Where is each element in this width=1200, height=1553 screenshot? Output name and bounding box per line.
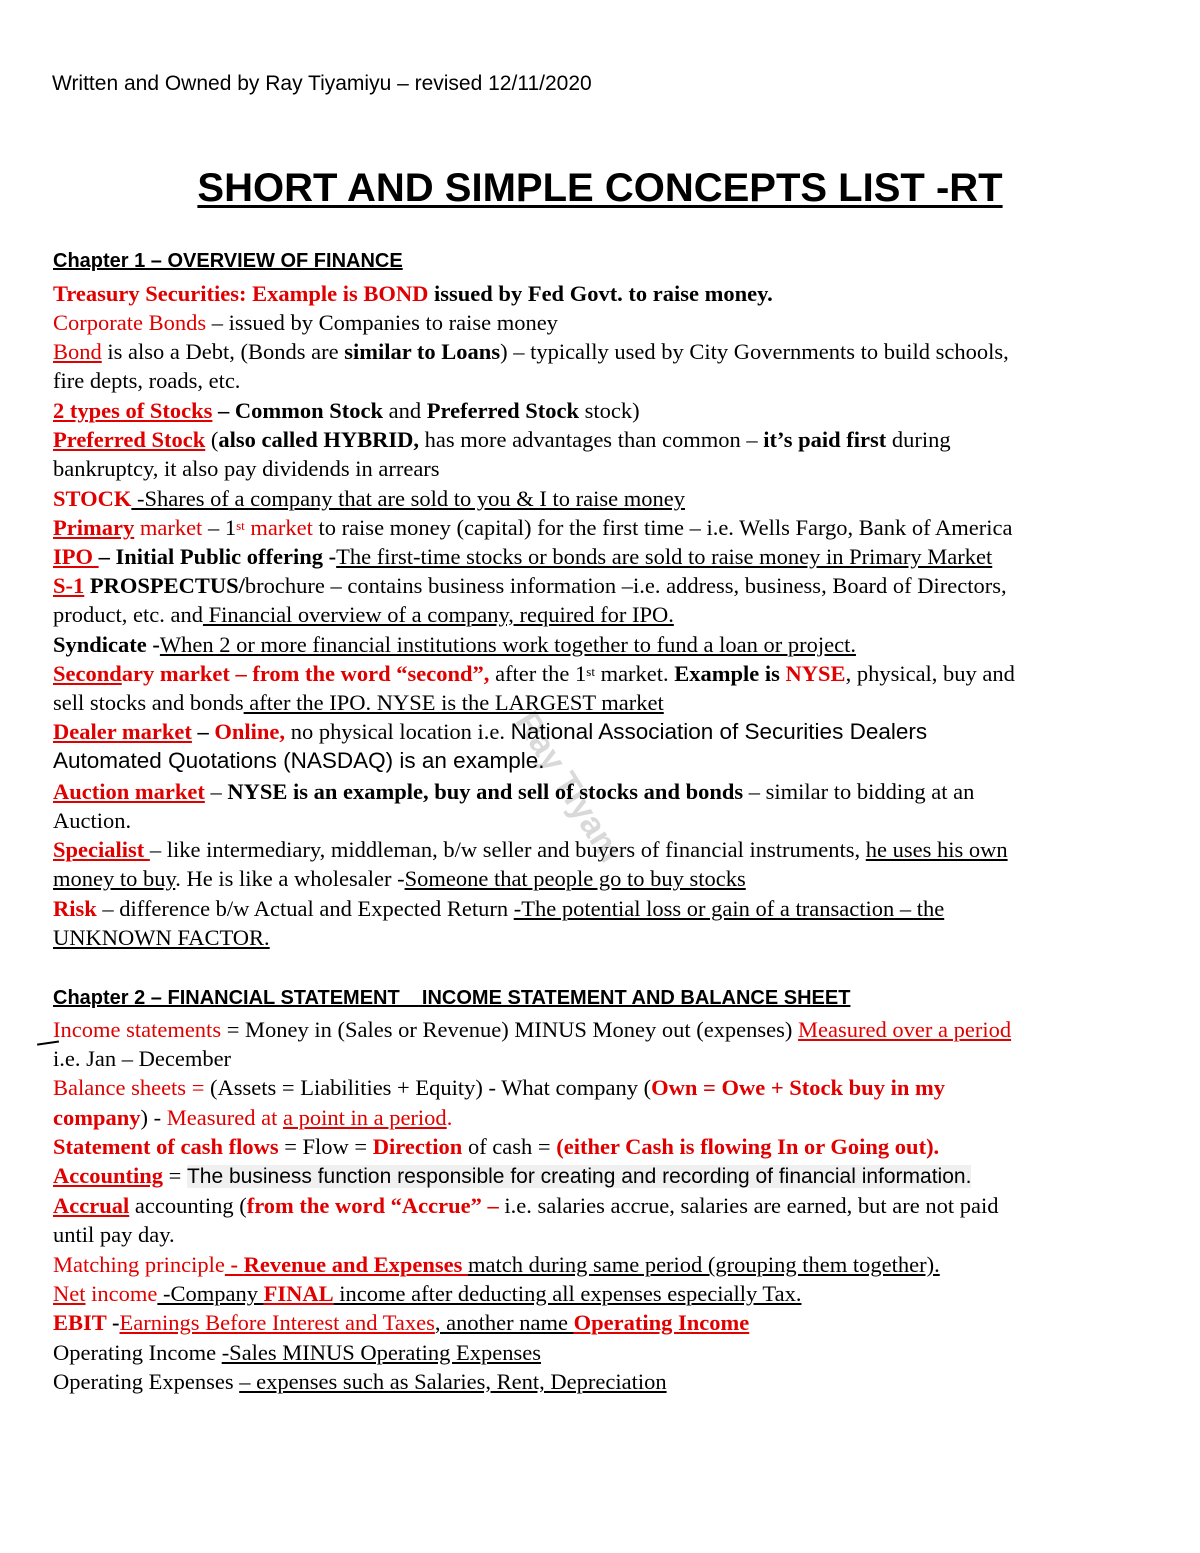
- ch2-line-balance-cont: company) - Measured at a point in a period.: [53, 1105, 453, 1130]
- ch1-line-bond-cont: fire depts, roads, etc.: [53, 368, 241, 393]
- ch2-line-income: Income statements = Money in (Sales or Revenue) MINUS Money out (expenses) Measured over a period: [53, 1017, 1012, 1042]
- ch1-line-risk-cont: UNKNOWN FACTOR.: [53, 925, 270, 950]
- ch1-line-auction: Auction market – NYSE is an example, buy and sell of stocks and bonds – similar to bidding at an: [53, 779, 975, 804]
- chapter-1-heading: Chapter 1 – OVERVIEW OF FINANCE: [53, 250, 403, 272]
- ch2-line-net-income: Net income -Company FINAL income after deducting all expenses especially Tax.: [53, 1281, 802, 1306]
- ch2-line-operating-income: Operating Income -Sales MINUS Operating Expenses: [53, 1340, 542, 1365]
- document-header: Written and Owned by Ray Tiyamiyu – revised 12/11/2020: [52, 72, 592, 95]
- ch1-line-treasury: Treasury Securities: Example is BOND issued by Fed Govt. to raise money.: [53, 281, 773, 306]
- ch2-line-accrual: Accrual accounting (from the word “Accrue” – i.e. salaries accrue, salaries are earned, but are not paid: [53, 1193, 999, 1218]
- page-title-text: SHORT AND SIMPLE CONCEPTS LIST -RT: [197, 166, 1003, 210]
- ch1-line-specialist-cont: money to buy. He is like a wholesaler -Someone that people go to buy stocks: [53, 866, 746, 891]
- ch2-line-cashflow: Statement of cash flows = Flow = Direction of cash = (either Cash is flowing In or Going out).: [53, 1134, 940, 1159]
- ch1-line-primary: Primary market – 1st market to raise money (capital) for the first time – i.e. Wells Fargo, Bank of America: [53, 515, 1013, 540]
- ch1-line-syndicate: Syndicate -When 2 or more financial institutions work together to fund a loan or project.: [53, 632, 856, 657]
- ch1-line-risk: Risk – difference b/w Actual and Expected Return -The potential loss or gain of a transaction – the: [53, 896, 945, 921]
- ch1-line-s1-cont: product, etc. and Financial overview of a company, required for IPO.: [53, 602, 674, 627]
- ch2-line-accounting: Accounting = The business function responsible for creating and recording of financial information.: [53, 1163, 972, 1188]
- ch1-line-bond: Bond is also a Debt, (Bonds are similar to Loans) – typically used by City Governments to build schools,: [53, 339, 1009, 364]
- ch1-line-specialist: Specialist – like intermediary, middleman, b/w seller and buyers of financial instruments, he uses his own: [53, 837, 1008, 862]
- ch1-line-preferred-cont: bankruptcy, it also pay dividends in arrears: [53, 456, 440, 481]
- ch1-line-secondary: Secondary market – from the word “second”, after the 1st market. Example is NYSE, physical, buy and: [53, 661, 1015, 686]
- ch1-line-stock-types: 2 types of Stocks – Common Stock and Preferred Stock stock): [53, 398, 640, 423]
- ch1-line-ipo: IPO – Initial Public offering -The first-time stocks or bonds are sold to raise money in Primary Market: [53, 544, 993, 569]
- ch1-line-dealer: Dealer market – Online, no physical location i.e. National Association of Securities Dealers: [53, 719, 928, 744]
- ch1-line-dealer-cont: Automated Quotations (NASDAQ) is an example.: [53, 748, 545, 773]
- ch1-line-corporate: Corporate Bonds – issued by Companies to raise money: [53, 310, 558, 335]
- ch2-line-ebit: EBIT -Earnings Before Interest and Taxes, another name Operating Income: [53, 1310, 750, 1335]
- ch1-line-stock: STOCK -Shares of a company that are sold to you & I to raise money: [53, 486, 685, 511]
- ch1-line-preferred: Preferred Stock (also called HYBRID, has more advantages than common – it’s paid first during: [53, 427, 951, 452]
- chapter-2-heading: Chapter 2 – FINANCIAL STATEMENT INCOME STATEMENT AND BALANCE SHEET: [53, 987, 851, 1009]
- ch2-line-accrual-cont: until pay day.: [53, 1222, 175, 1247]
- watermark: Ray Tiyam: [507, 705, 630, 869]
- ch1-line-auction-cont: Auction.: [53, 808, 132, 833]
- ch2-line-matching: Matching principle - Revenue and Expenses match during same period (grouping them together).: [53, 1252, 940, 1277]
- ch2-line-balance: Balance sheets = (Assets = Liabilities + Equity) - What company (Own = Owe + Stock buy in my: [53, 1075, 945, 1100]
- ch1-line-secondary-cont: sell stocks and bonds after the IPO. NYSE is the LARGEST market: [53, 690, 664, 715]
- ch1-line-s1: S-1 PROSPECTUS/brochure – contains business information –i.e. address, business, Board of Directors,: [53, 573, 1007, 598]
- page-title: [0, 166, 1200, 211]
- ch2-line-income-cont: i.e. Jan – December: [53, 1046, 232, 1071]
- ch2-line-operating-expenses: Operating Expenses – expenses such as Salaries, Rent, Depreciation: [53, 1369, 667, 1394]
